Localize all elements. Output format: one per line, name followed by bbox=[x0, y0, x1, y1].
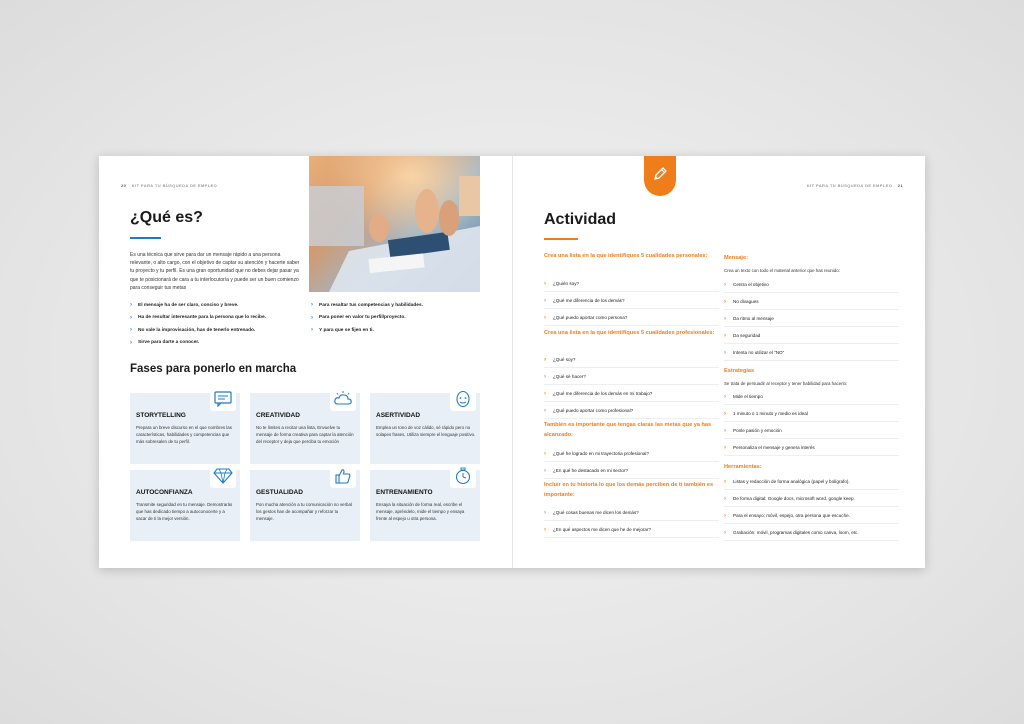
list-item: › Para poner en valor tu perfil/proyecto. bbox=[311, 314, 406, 321]
page-title: ¿Qué es? bbox=[130, 209, 203, 226]
card-title: GESTUALIDAD bbox=[256, 489, 303, 496]
list-item: › Da seguridad bbox=[724, 328, 899, 344]
card-text: Pon mucha atención a tu comunicación no verbal los gestos han de acompañar y reforzar tu mensaje. bbox=[256, 502, 352, 521]
chevron-right-icon: › bbox=[724, 478, 726, 485]
activity-underline bbox=[544, 238, 578, 240]
left-page bbox=[99, 156, 512, 568]
chevron-right-icon: › bbox=[544, 373, 546, 380]
card-title: STORYTELLING bbox=[136, 412, 186, 419]
title-underline bbox=[130, 237, 161, 239]
list-item: › ¿En qué aspectos me dicen que he de mejorar? bbox=[544, 522, 719, 538]
right-running-header bbox=[807, 183, 907, 188]
card-text: No te limites a recitar una lista, Envuelve tu mensaje de forma creativa para captar la atención del receptor y deja que perciba tu emoción bbox=[256, 425, 354, 444]
question-heading: Incluir en tu historia lo que los demás perciben de ti también es importante: bbox=[544, 482, 714, 498]
card-text: Ensaya la situación de forma real, escribe el mensaje, apréndelo, mide el tiempo y ensaya frente al espejo u otra persona. bbox=[376, 502, 465, 521]
list-item: › ¿En qué he destacado en mi sector? bbox=[544, 463, 719, 479]
list-item: › Mide el tiempo bbox=[724, 389, 899, 405]
list-item: › Grabación: móvil, programas digitales como canva, loom, etc. bbox=[724, 525, 899, 541]
phase-card-asertividad bbox=[370, 393, 480, 464]
card-text: Transmite seguridad en tu mensaje. Demostrarás que has dedicado tiempo a autoconocerte y a sacar de ti la mejor versión. bbox=[136, 502, 233, 521]
left-running-header bbox=[117, 183, 217, 188]
phase-card-gestualidad bbox=[250, 470, 360, 541]
chevron-right-icon: › bbox=[724, 315, 726, 322]
cloud-icon bbox=[330, 387, 356, 411]
card-title: CREATIVIDAD bbox=[256, 412, 300, 419]
activity-title: Actividad bbox=[544, 211, 617, 228]
phase-card-storytelling bbox=[130, 393, 240, 464]
chevron-right-icon: › bbox=[311, 302, 313, 309]
chevron-right-icon: › bbox=[544, 390, 546, 397]
right-page-number: 21 bbox=[897, 183, 903, 188]
chevron-right-icon: › bbox=[311, 314, 313, 321]
section-heading: Mensaje: bbox=[724, 255, 748, 261]
chevron-right-icon: › bbox=[544, 407, 546, 414]
pencil-icon bbox=[652, 166, 668, 187]
chevron-right-icon: › bbox=[724, 298, 726, 305]
card-title: ASERTIVIDAD bbox=[376, 412, 421, 419]
chevron-right-icon: › bbox=[544, 297, 546, 304]
stopwatch-icon bbox=[450, 464, 476, 488]
section-intro: Se trata de persuadir al receptor y tener habilidad para hacerlo: bbox=[724, 381, 848, 386]
intro-paragraph: Es una técnica que sirve para dar un mensaje rápido a una persona relevante, o alto cargo, con el objetivo de captar su atención y hacerte saber tu proyecto y tu perfil. Es una gran oportunidad que no debes dejar pasar ya que te posicionará de cara a tu interlocutor/a y puede ser un buen comienzo para conseguir tus metas bbox=[130, 252, 300, 291]
left-header-text: KIT PARA TU BÚSQUEDA DE EMPLEO bbox=[131, 183, 218, 188]
list-item: › Intenta no utilizar el "NO" bbox=[724, 345, 899, 361]
chevron-right-icon: › bbox=[724, 410, 726, 417]
chevron-right-icon: › bbox=[544, 280, 546, 287]
chevron-right-icon: › bbox=[544, 509, 546, 516]
chevron-right-icon: › bbox=[130, 339, 132, 346]
section-heading: Herramientas: bbox=[724, 464, 762, 470]
chevron-right-icon: › bbox=[311, 327, 313, 334]
chevron-right-icon: › bbox=[724, 529, 726, 536]
list-item: › Da ritmo al mensaje bbox=[724, 311, 899, 327]
bullet-list-left bbox=[130, 299, 266, 349]
list-item: › El mensaje ha de ser claro, conciso y breve. bbox=[130, 302, 239, 309]
chevron-right-icon: › bbox=[724, 512, 726, 519]
list-item: › De forma digital: Google docs, microsoft word, google keep. bbox=[724, 491, 899, 507]
list-item: › ¿Qué me diferencia de los demás? bbox=[544, 293, 719, 309]
chevron-right-icon: › bbox=[544, 467, 546, 474]
list-item: › ¿Qué he logrado en mi trayectoria profesional? bbox=[544, 446, 719, 462]
chevron-right-icon: › bbox=[724, 332, 726, 339]
bullet-list-right bbox=[311, 299, 423, 337]
card-text: Prepara un breve discurso en el que nombres las características, habilidades y competencias que más sobresalen de tu perfil. bbox=[136, 425, 232, 444]
list-item: › ¿Qué cosas buenas me dicen los demás? bbox=[544, 505, 719, 521]
right-page bbox=[512, 156, 925, 568]
section-title: Fases para ponerlo en marcha bbox=[130, 363, 297, 375]
list-item: › Centra el objetivo bbox=[724, 277, 899, 293]
question-heading: Crea una lista en la que identifiques 5 cualidades personales: bbox=[544, 253, 708, 259]
chevron-right-icon: › bbox=[724, 393, 726, 400]
section-heading: Estrategias bbox=[724, 368, 755, 374]
list-item: › ¿Qué sé hacer? bbox=[544, 369, 719, 385]
chevron-right-icon: › bbox=[544, 526, 546, 533]
list-item: › Ponle pasión y emoción bbox=[724, 423, 899, 439]
booklet-spread bbox=[99, 156, 925, 568]
question-heading: Crea una lista en la que identifiques 5 cualidades profesionales: bbox=[544, 330, 715, 336]
list-item: › No vale la improvisación, has de tenerlo entrenado. bbox=[130, 327, 256, 334]
face-icon bbox=[450, 387, 476, 411]
list-item: › ¿Qué puedo aportar como persona? bbox=[544, 310, 719, 326]
list-item: › Listas y redacción de forma analógica (papel y bolígrafo). bbox=[724, 474, 899, 490]
section-intro: Crea un texto con todo el material anterior que has reunido: bbox=[724, 268, 840, 273]
list-item: › Personaliza el mensaje y genera interés bbox=[724, 440, 899, 456]
list-item: › ¿Qué me diferencia de los demás en mi trabajo? bbox=[544, 386, 719, 402]
chevron-right-icon: › bbox=[724, 495, 726, 502]
left-page-number: 20 bbox=[121, 183, 127, 188]
chevron-right-icon: › bbox=[724, 444, 726, 451]
chevron-right-icon: › bbox=[130, 314, 132, 321]
list-item: › ¿Qué soy? bbox=[544, 352, 719, 368]
list-item: › Para resaltar tus competencias y habilidades. bbox=[311, 302, 423, 309]
chat-icon bbox=[210, 387, 236, 411]
list-item: › ¿Qué puedo aportar como profesional? bbox=[544, 403, 719, 419]
chevron-right-icon: › bbox=[544, 450, 546, 457]
card-title: ENTRENAMIENTO bbox=[376, 489, 433, 496]
chevron-right-icon: › bbox=[544, 314, 546, 321]
chevron-right-icon: › bbox=[724, 427, 726, 434]
list-item: › Y para que se fijen en ti. bbox=[311, 327, 374, 334]
card-title: AUTOCONFIANZA bbox=[136, 489, 193, 496]
phase-card-creatividad bbox=[250, 393, 360, 464]
thumbs-up-icon bbox=[330, 464, 356, 488]
list-item: › Sirve para darte a conocer. bbox=[130, 339, 200, 346]
right-header-text: KIT PARA TU BÚSQUEDA DE EMPLEO bbox=[806, 183, 893, 188]
activity-tab bbox=[644, 156, 676, 196]
workplace-photo bbox=[309, 156, 480, 292]
phase-card-entrenamiento bbox=[370, 470, 480, 541]
phase-card-autoconfianza bbox=[130, 470, 240, 541]
list-item: › Ha de resultar interesante para la persona que lo recibe. bbox=[130, 314, 266, 321]
list-item: › Para el ensayo: móvil, espejo, otra persona que escuche. bbox=[724, 508, 899, 524]
chevron-right-icon: › bbox=[724, 281, 726, 288]
chevron-right-icon: › bbox=[544, 356, 546, 363]
list-item: › 1 minuto o 1 minuto y medio es ideal bbox=[724, 406, 899, 422]
list-item: › ¿Quién soy? bbox=[544, 276, 719, 292]
chevron-right-icon: › bbox=[724, 349, 726, 356]
chevron-right-icon: › bbox=[130, 302, 132, 309]
chevron-right-icon: › bbox=[130, 327, 132, 334]
card-text: Emplea un tono de voz cálido, sé rápido pero no solapes frases, Utiliza siempre el lenguaje positivo. bbox=[376, 425, 476, 437]
list-item: › No divagues bbox=[724, 294, 899, 310]
diamond-icon bbox=[210, 464, 236, 488]
question-heading: También es importante que tengas claras las metas que ya has alcanzado: bbox=[544, 422, 712, 438]
